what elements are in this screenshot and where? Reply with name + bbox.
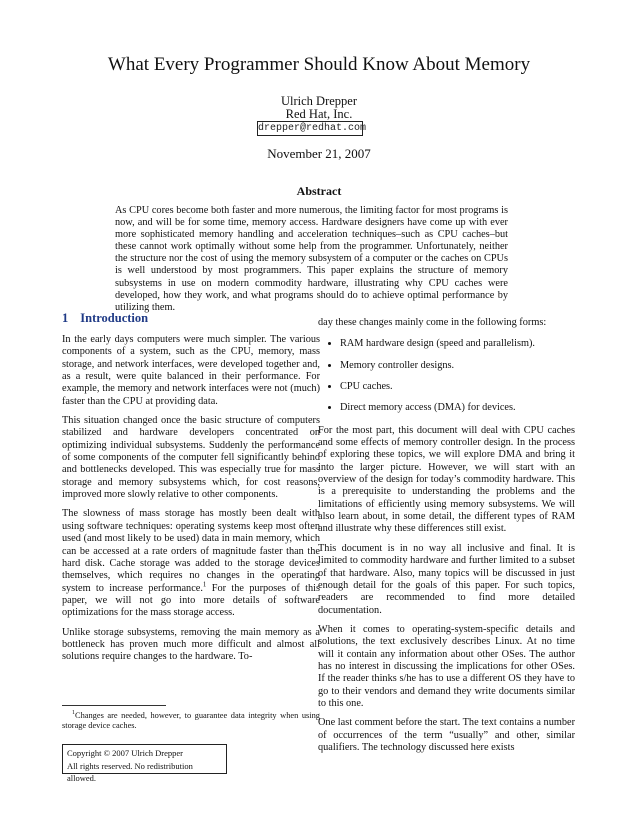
right-column (318, 317, 575, 761)
list-item: • Memory controller designs. (340, 360, 575, 372)
paragraph: For the most part, this document will deal with CPU caches and some effects of memory controller design. In the process of exploring these topics, we will explore DMA and bring it into the larger picture. However, we will start with an overview of the design for today’s commodity hardware. This is a prerequisite to understanding the problems and the limitations of efficiently using memory subsystems. We will also learn about, in some detail, the different types of RAM and illustrate why these differences still exist. (318, 424, 575, 535)
footnote-divider (62, 705, 166, 706)
copyright-notice (62, 744, 227, 783)
footnote-reference[interactable]: 1 (202, 580, 207, 589)
paragraph: day these changes mainly come in the following forms: (318, 317, 547, 328)
paragraph-text: For the purposes of this paper, we will not go into more details of software optimizations for the mass storage access. (62, 582, 320, 619)
list-item: • Direct memory access (DMA) for devices. (340, 402, 575, 414)
paragraph: Unlike storage subsystems, removing the main memory as a bottleneck has proven much more difficult and almost all solutions require changes to the hardware. To- (62, 626, 320, 663)
paragraph: This situation changed once the basic structure of computers stabilized and hardware developers concentrated on optimizing individual subsystems. Suddenly the performance of some components of the computer fell significantly behind and bottlenecks developed. This was especially true for mass storage and memory subsystems which, for cost reasons, improved more slowly relative to other components. (62, 415, 320, 501)
left-column (62, 334, 320, 671)
copyright-line: Copyright © 2007 Ulrich Drepper (67, 748, 183, 758)
footnote-mark: 1 (72, 710, 75, 716)
list-item: • RAM hardware design (speed and parallelism). (340, 338, 575, 350)
paper-date: November 21, 2007 (267, 146, 371, 161)
author-affiliation: Red Hat, Inc. (285, 107, 353, 121)
abstract-text: As CPU cores become both faster and more numerous, the limiting factor for most programs is now, and will be for some time, memory access. Hardware designers have come up with ever more sophisticated memory handling and acceleration techniques–such as CPU caches–but these cannot work optimally without some help from the programmer. Unfortunately, neither the structure nor the cost of using the memory subsystem of a computer or the caches on CPUs is well understood by most programmers. This paper explains the structure of memory subsystems in use on modern commodity hardware, illustrating why CPU caches were developed, how they work, and what programs should do to achieve optimal performance by utilizing them. (115, 205, 508, 313)
section-heading (62, 311, 322, 326)
paragraph (62, 508, 320, 619)
paragraph-text: The slowness of mass storage has mostly been dealt with using software techniques: operating systems keep most often used (and most likely to be used) data in main memory, which can be accessed at a rate orders of magnitude faster than the hard disk. Cache storage was added to the storage devices themselves, which requires no changes in the operating system to increase performance. (62, 508, 320, 594)
author-name: Ulrich Drepper (280, 94, 357, 108)
paragraph: In the early days computers were much simpler. The various components of a system, such as the CPU, memory, mass storage, and network interfaces, were developed together and, as a result, were quite balanced in their performance. For example, the memory and network interfaces were not (much) faster than the CPU at providing data. (62, 334, 320, 407)
footnote (62, 708, 320, 731)
bullet-list (318, 338, 575, 414)
abstract-heading: Abstract (296, 184, 342, 198)
author-email-link[interactable]: drepper@redhat.com (258, 123, 367, 134)
paragraph: One last comment before the start. The text contains a number of occurrences of the term “usually” and other, similar qualifiers. The technology discussed here exists (318, 717, 575, 753)
list-item: • CPU caches. (340, 381, 575, 393)
copyright-line: All rights reserved. No redistribution allowed. (67, 760, 193, 783)
footnote-text: Changes are needed, however, to guarantee data integrity when using storage device caches. (62, 710, 320, 730)
paragraph: This document is in no way all inclusive and final. It is limited to commodity hardware and further limited to a subset of that hardware. Also, many topics will be discussed in just enough detail for the goals of this paper. For such topics, readers are recommended to find more detailed documentation. (318, 542, 575, 616)
section-number: 1 (62, 311, 69, 325)
paragraph: When it comes to operating-system-specific details and solutions, the text exclusively describes Linux. At no time will it contain any information about other OSes. The author has no interest in discussing the implications for other OSes. If the reader thinks s/he has to use a different OS they have to go to their vendors and demand they write documents similar to this one. (318, 623, 575, 709)
section-title: Introduction (80, 311, 149, 325)
paper-title: What Every Programmer Should Know About Memory (107, 54, 531, 75)
